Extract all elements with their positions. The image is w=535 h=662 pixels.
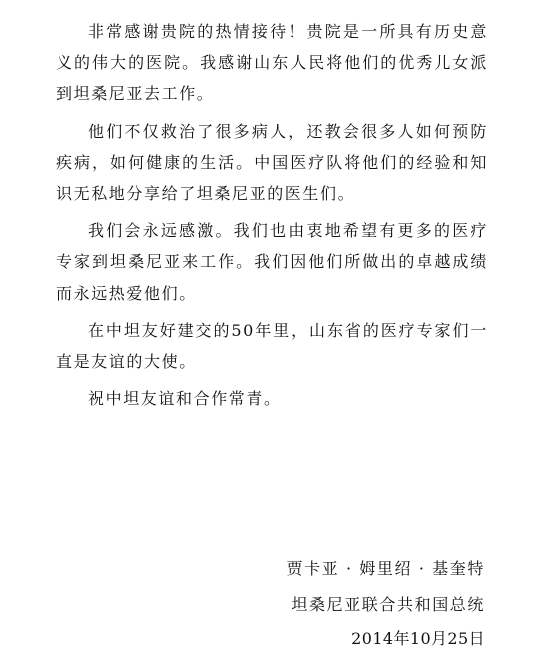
signature-name: 贾卡亚 · 姆里绍 · 基奎特 xyxy=(286,559,485,578)
letter-paragraph-1: 非常感谢贵院的热情接待！贵院是一所具有历史意义的伟大的医院。我感谢山东人民将他们的优秀儿女派到坦桑尼亚去工作。 xyxy=(56,22,488,104)
letter-paragraph-3: 我们会永远感激。我们也由衷地希望有更多的医疗专家到坦桑尼亚来工作。我们因他们所做出的卓越成绩而永远热爱他们。 xyxy=(56,221,488,303)
signature-date: 2014年10月25日 xyxy=(351,629,485,648)
letter-paragraph-5: 祝中坦友谊和合作常青。 xyxy=(88,389,282,409)
letter-paragraph-2: 他们不仅救治了很多病人，还教会很多人如何预防疾病，如何健康的生活。中国医疗队将他们的经验和知识无私地分享给了坦桑尼亚的医生们。 xyxy=(56,121,488,204)
letter-paragraph-4: 在中坦友好建交的50年里，山东省的医疗专家们一直是友谊的大使。 xyxy=(56,320,488,372)
letter-body xyxy=(56,16,488,420)
signature-title: 坦桑尼亚联合共和国总统 xyxy=(291,595,485,614)
